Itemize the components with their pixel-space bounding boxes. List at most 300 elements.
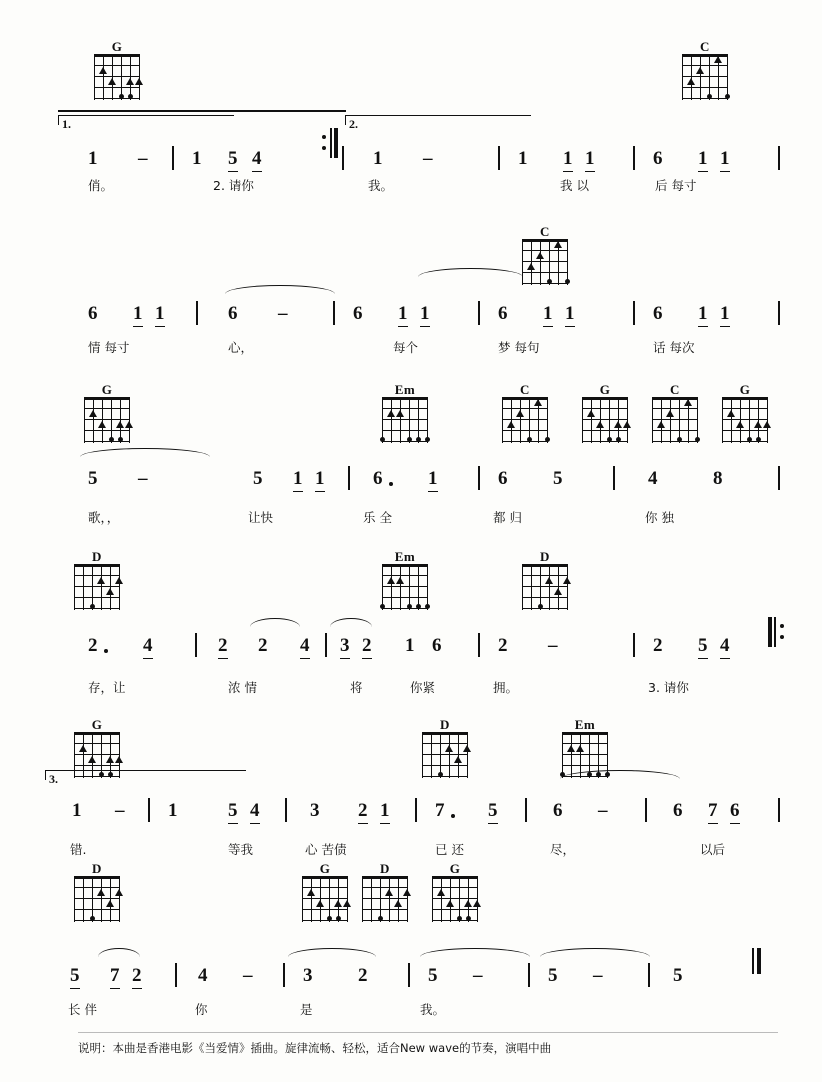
open-string-marker — [527, 437, 532, 442]
chord-diagram-d — [518, 550, 572, 610]
finger-dot — [316, 900, 324, 907]
barline — [196, 301, 198, 325]
open-string-marker — [378, 916, 383, 921]
note: 1 — [192, 148, 202, 169]
lyric: 尽， — [550, 842, 576, 857]
note: 1 — [380, 800, 390, 824]
chord-name: C — [520, 382, 530, 397]
note: 1 — [698, 303, 708, 327]
barline — [478, 633, 480, 657]
chord-name: G — [111, 39, 123, 54]
chord-grid — [94, 54, 140, 100]
finger-dot — [763, 421, 771, 428]
finger-dot — [437, 889, 445, 896]
note: 2 — [258, 635, 268, 656]
note: 2 — [653, 635, 663, 656]
ending-bracket — [58, 115, 234, 125]
finger-dot — [567, 745, 575, 752]
lyric: 话 每次 — [653, 340, 695, 355]
lyric: 后 每寸 — [655, 178, 697, 193]
lyric: 乐 全 — [363, 510, 392, 525]
chord-name: G — [91, 717, 103, 732]
lyric: 每个 — [393, 340, 419, 355]
barline — [645, 798, 647, 822]
lyric: 3. 请你 — [648, 680, 689, 695]
barline — [342, 146, 344, 170]
finger-dot — [387, 410, 395, 417]
barline — [633, 146, 635, 170]
chord-grid — [422, 732, 468, 778]
open-string-marker — [118, 437, 123, 442]
augmentation-dot — [389, 482, 393, 486]
finger-dot — [135, 78, 143, 85]
note: 1 — [168, 800, 178, 821]
note: – — [473, 965, 483, 986]
note: 6 — [653, 303, 663, 324]
lyric: 你 独 — [645, 510, 674, 525]
finger-dot — [99, 67, 107, 74]
note: 5 — [488, 800, 498, 824]
note: 5 — [228, 148, 238, 172]
note: 3 — [303, 965, 313, 986]
lyric: 都 归 — [493, 510, 522, 525]
open-string-marker — [425, 604, 430, 609]
lyric: 错. — [70, 842, 87, 857]
note: 4 — [252, 148, 262, 172]
note: 1 — [420, 303, 430, 327]
lyric: 我。 — [420, 1002, 446, 1017]
chord-name: G — [449, 861, 461, 876]
lyric: 让快 — [248, 510, 274, 525]
barline — [778, 798, 780, 822]
chord-grid — [362, 876, 408, 922]
finger-dot — [106, 900, 114, 907]
slur-mark — [540, 948, 650, 957]
chord-grid — [582, 397, 628, 443]
finger-dot — [596, 421, 604, 428]
note: – — [243, 965, 253, 986]
chord-grid — [502, 397, 548, 443]
chord-name: G — [599, 382, 611, 397]
finger-dot — [576, 745, 584, 752]
lyric: 梦 每句 — [498, 340, 540, 355]
finger-dot — [396, 577, 404, 584]
note: – — [423, 148, 433, 169]
open-string-marker — [545, 437, 550, 442]
note: 6 — [553, 800, 563, 821]
note: 5 — [698, 635, 708, 659]
barline — [778, 466, 780, 490]
chord-diagram-g — [298, 862, 352, 922]
lyric: 以后 — [700, 842, 726, 857]
note: 4 — [648, 468, 658, 489]
open-string-marker — [407, 604, 412, 609]
chord-grid — [652, 397, 698, 443]
note: 4 — [300, 635, 310, 659]
open-string-marker — [380, 437, 385, 442]
finger-dot — [587, 410, 595, 417]
finger-dot — [687, 78, 695, 85]
note: 2 — [218, 635, 228, 659]
chord-grid — [522, 239, 568, 285]
finger-dot — [385, 889, 393, 896]
lyric: 心， — [228, 340, 254, 355]
finger-dot — [116, 421, 124, 428]
note: – — [138, 468, 148, 489]
chord-grid — [302, 876, 348, 922]
chord-name: D — [92, 549, 102, 564]
note: 6 — [673, 800, 683, 821]
note: 1 — [155, 303, 165, 327]
finger-dot — [536, 252, 544, 259]
finger-dot — [115, 577, 123, 584]
barline — [478, 466, 480, 490]
chord-name: D — [540, 549, 550, 564]
lyric: 已 还 — [435, 842, 464, 857]
chord-grid — [74, 564, 120, 610]
note: 3 — [310, 800, 320, 821]
open-string-marker — [677, 437, 682, 442]
note: 5 — [548, 965, 558, 986]
barline — [195, 633, 197, 657]
chord-diagram-em — [378, 383, 432, 443]
finger-dot — [97, 577, 105, 584]
chord-diagram-c — [678, 40, 732, 100]
chord-diagram-d — [70, 550, 124, 610]
note: 4 — [250, 800, 260, 824]
lyric: 你紧 — [410, 680, 436, 695]
note: 7 — [708, 800, 718, 824]
finger-dot — [696, 67, 704, 74]
barline — [525, 798, 527, 822]
chord-name: C — [670, 382, 680, 397]
note: 5 — [673, 965, 683, 986]
open-string-marker — [607, 437, 612, 442]
barline — [778, 146, 780, 170]
note: 1 — [543, 303, 553, 327]
chord-name: G — [101, 382, 113, 397]
chord-grid — [84, 397, 130, 443]
chord-name: G — [319, 861, 331, 876]
open-string-marker — [336, 916, 341, 921]
note: 6 — [228, 303, 238, 324]
note: 2 — [88, 635, 98, 656]
ending-number: 2. — [349, 117, 358, 131]
chord-diagram-d — [418, 718, 472, 778]
finger-dot — [554, 588, 562, 595]
barline — [325, 633, 327, 657]
chord-diagram-g — [718, 383, 772, 443]
ending-number: 1. — [62, 117, 71, 131]
open-string-marker — [438, 772, 443, 777]
open-string-marker — [416, 437, 421, 442]
chord-diagram-em — [378, 550, 432, 610]
note: 2 — [498, 635, 508, 656]
note: 1 — [398, 303, 408, 327]
finger-dot — [106, 756, 114, 763]
lyric: 我。 — [368, 178, 394, 193]
lyric: 是 — [300, 1002, 313, 1017]
open-string-marker — [538, 604, 543, 609]
note: – — [278, 303, 288, 324]
augmentation-dot — [451, 814, 455, 818]
finger-dot — [614, 421, 622, 428]
open-string-marker — [128, 94, 133, 99]
open-string-marker — [756, 437, 761, 442]
note: 5 — [70, 965, 80, 989]
open-string-marker — [416, 604, 421, 609]
open-string-marker — [327, 916, 332, 921]
open-string-marker — [90, 604, 95, 609]
barline — [613, 466, 615, 490]
barline — [415, 798, 417, 822]
ending-bracket — [345, 115, 531, 125]
note: 1 — [428, 468, 438, 492]
slur-mark — [250, 618, 300, 627]
note: – — [598, 800, 608, 821]
chord-name: G — [739, 382, 751, 397]
open-string-marker — [565, 279, 570, 284]
barline — [528, 963, 530, 987]
note: 2 — [358, 800, 368, 824]
finger-dot — [623, 421, 631, 428]
note: 6 — [353, 303, 363, 324]
note: 4 — [720, 635, 730, 659]
chord-name: D — [92, 861, 102, 876]
finger-dot — [403, 889, 411, 896]
note: 1 — [720, 303, 730, 327]
note: 5 — [428, 965, 438, 986]
finger-dot — [657, 421, 665, 428]
lyric: 你 — [195, 1002, 208, 1017]
finger-dot — [343, 900, 351, 907]
chord-name: D — [440, 717, 450, 732]
chord-diagram-g — [578, 383, 632, 443]
finger-dot — [473, 900, 481, 907]
lyric: 存，让 — [88, 680, 126, 695]
note: 8 — [713, 468, 723, 489]
note: 2 — [132, 965, 142, 989]
open-string-marker — [119, 94, 124, 99]
note: 6 — [498, 303, 508, 324]
open-string-marker — [707, 94, 712, 99]
finger-dot — [563, 577, 571, 584]
chord-grid — [682, 54, 728, 100]
slur-mark — [420, 948, 530, 957]
open-string-marker — [380, 604, 385, 609]
chord-name: C — [540, 224, 550, 239]
note: 2 — [362, 635, 372, 659]
finger-dot — [98, 421, 106, 428]
slur-mark — [418, 268, 523, 277]
finger-dot — [394, 900, 402, 907]
note: 1 — [565, 303, 575, 327]
finger-dot — [334, 900, 342, 907]
note: 3 — [340, 635, 350, 659]
chord-diagram-c — [648, 383, 702, 443]
finger-dot — [396, 410, 404, 417]
lyric: 歌，， — [88, 510, 120, 525]
footnote: 说明：本曲是香港电影《当爱情》插曲。旋律流畅、轻松，适合New wave的节奏，演唱中曲 — [78, 1032, 778, 1056]
note: 1 — [293, 468, 303, 492]
chord-name: Em — [394, 549, 416, 564]
note: 1 — [88, 148, 98, 169]
finger-dot — [108, 78, 116, 85]
augmentation-dot — [104, 649, 108, 653]
barline — [408, 963, 410, 987]
slur-mark — [80, 448, 210, 457]
note: 1 — [563, 148, 573, 172]
barline — [148, 798, 150, 822]
finger-dot — [464, 900, 472, 907]
finger-dot — [445, 745, 453, 752]
note: 5 — [88, 468, 98, 489]
open-string-marker — [457, 916, 462, 921]
finger-dot — [387, 577, 395, 584]
slur-mark — [330, 618, 372, 627]
chord-diagram-d — [70, 862, 124, 922]
barline — [285, 798, 287, 822]
open-string-marker — [747, 437, 752, 442]
slur-mark — [288, 948, 376, 957]
barline — [648, 963, 650, 987]
note: 1 — [373, 148, 383, 169]
open-string-marker — [695, 437, 700, 442]
system-1-top-rule — [58, 110, 346, 112]
slur-mark — [98, 948, 140, 957]
finger-dot — [307, 889, 315, 896]
finger-dot — [727, 410, 735, 417]
note: 6 — [373, 468, 383, 489]
chord-name: Em — [394, 382, 416, 397]
note: – — [115, 800, 125, 821]
finger-dot — [534, 399, 542, 406]
chord-name: D — [380, 861, 390, 876]
note: 7 — [435, 800, 445, 821]
chord-grid — [722, 397, 768, 443]
finger-dot — [666, 410, 674, 417]
open-string-marker — [109, 437, 114, 442]
chord-name: C — [700, 39, 710, 54]
note: 1 — [315, 468, 325, 492]
chord-diagram-g — [90, 40, 144, 100]
note: 1 — [720, 148, 730, 172]
open-string-marker — [616, 437, 621, 442]
barline — [778, 301, 780, 325]
lyric: 心 苦债 — [305, 842, 347, 857]
lyric: 俏。 — [88, 178, 114, 193]
note: 4 — [198, 965, 208, 986]
finger-dot — [88, 756, 96, 763]
finger-dot — [125, 421, 133, 428]
finger-dot — [736, 421, 744, 428]
chord-name: Em — [574, 717, 596, 732]
finger-dot — [106, 588, 114, 595]
finger-dot — [463, 745, 471, 752]
note: 6 — [498, 468, 508, 489]
chord-grid — [74, 876, 120, 922]
chord-grid — [382, 397, 428, 443]
note: 5 — [228, 800, 238, 824]
finger-dot — [554, 241, 562, 248]
lyric: 情 每寸 — [88, 340, 130, 355]
finger-dot — [454, 756, 462, 763]
finger-dot — [115, 756, 123, 763]
note: – — [138, 148, 148, 169]
finger-dot — [446, 900, 454, 907]
finger-dot — [714, 56, 722, 63]
lyric: 浓 情 — [228, 680, 257, 695]
barline — [348, 466, 350, 490]
note: 6 — [432, 635, 442, 656]
barline — [175, 963, 177, 987]
note: 1 — [585, 148, 595, 172]
open-string-marker — [547, 279, 552, 284]
chord-diagram-g — [428, 862, 482, 922]
note: 1 — [72, 800, 82, 821]
barline — [478, 301, 480, 325]
chord-diagram-em — [558, 718, 612, 778]
lyric: 2. 请你 — [213, 178, 254, 193]
lyric: 拥。 — [493, 680, 519, 695]
note: 1 — [405, 635, 415, 656]
note: 6 — [730, 800, 740, 824]
chord-diagram-g — [70, 718, 124, 778]
ending-number: 3. — [49, 772, 58, 786]
finger-dot — [684, 399, 692, 406]
chord-grid — [522, 564, 568, 610]
barline — [333, 301, 335, 325]
open-string-marker — [425, 437, 430, 442]
lyric: 等我 — [228, 842, 254, 857]
finger-dot — [126, 78, 134, 85]
chord-grid — [432, 876, 478, 922]
note: – — [548, 635, 558, 656]
open-string-marker — [725, 94, 730, 99]
finger-dot — [516, 410, 524, 417]
note: 5 — [553, 468, 563, 489]
chord-diagram-d — [358, 862, 412, 922]
note: 6 — [88, 303, 98, 324]
note: 1 — [518, 148, 528, 169]
slur-mark — [225, 285, 335, 294]
finger-dot — [527, 263, 535, 270]
note: 6 — [653, 148, 663, 169]
open-string-marker — [466, 916, 471, 921]
finger-dot — [545, 577, 553, 584]
finger-dot — [507, 421, 515, 428]
note: 4 — [143, 635, 153, 659]
finger-dot — [115, 889, 123, 896]
lyric: 我 以 — [560, 178, 589, 193]
barline — [633, 633, 635, 657]
note: 1 — [133, 303, 143, 327]
note: 7 — [110, 965, 120, 989]
note: 1 — [698, 148, 708, 172]
barline — [498, 146, 500, 170]
lyric: 将 — [350, 680, 363, 695]
note: – — [593, 965, 603, 986]
barline — [633, 301, 635, 325]
chord-diagram-c — [498, 383, 552, 443]
chord-diagram-c — [518, 225, 572, 285]
barline — [283, 963, 285, 987]
chord-diagram-g — [80, 383, 134, 443]
ending-bracket — [45, 770, 246, 780]
barline — [172, 146, 174, 170]
open-string-marker — [90, 916, 95, 921]
note: 5 — [253, 468, 263, 489]
